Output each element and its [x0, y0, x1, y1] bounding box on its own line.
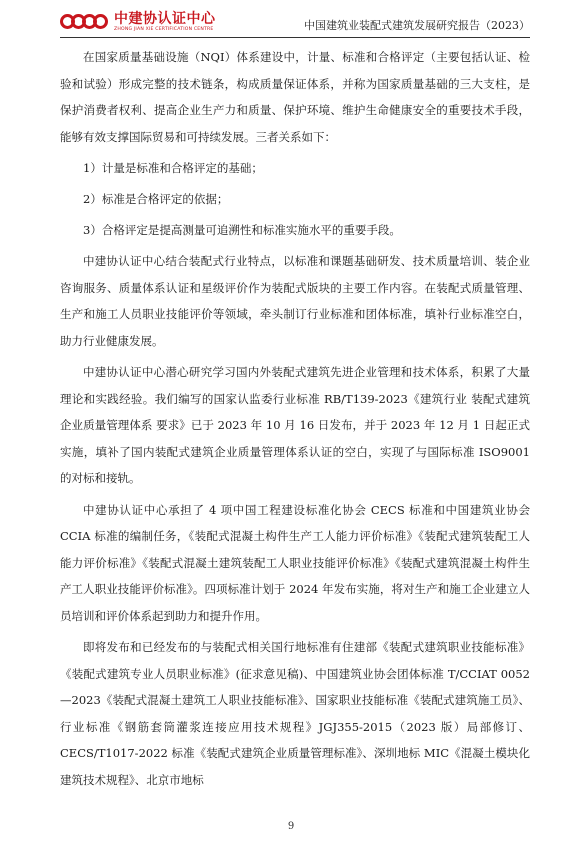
page-body: [60, 44, 530, 798]
logo-name: 中建协认证中心: [114, 10, 216, 27]
ccc-logo: [60, 8, 216, 36]
page-number: 9: [287, 821, 295, 832]
page-header: [60, 8, 530, 36]
logo-rings-icon: [60, 12, 108, 32]
logo-subtext: ZHONG JIAN XIE CERTIFICATION CENTRE: [114, 26, 214, 32]
paragraph-nqi: 在国家质量基础设施（NQI）体系建设中，计量、标准和合格评定（主要包括认证、检验和试验）形成完整的技术链条，构成质量保证体系，并称为国家质量基础的三大支柱，是保护消费者权利、提高企业生产力和质量、保护环境、维护生命健康安全的重要技术手段，能够有效支撑国际贸易和可持续发展。三者关系如下：: [60, 50, 530, 144]
paragraph-center-work: 中建协认证中心结合装配式行业特点，以标准和课题基础研发、技术质量培训、装企业咨询服务、质量体系认证和星级评价作为装配式版块的主要工作内容。在装配式质量管理、生产和施工人员职业技能评价等领域，牵头制订行业标准和团体标准，填补行业标准空白，助力行业健康发展。: [60, 254, 530, 348]
paragraph-standard-rbt139: 中建协认证中心潜心研究学习国内外装配式建筑先进企业管理和技术体系，积累了大量理论和实践经验。我们编写的国家认监委行业标准 RB/T139-2023《建筑行业 装配式建筑企业质量管理体系 要求》已于 2023 年 10 月 16 日发布，并于 2023 年 12 月 1 日起正式实施，填补了国内装配式建筑企业质量管理体系认证的空白，实现了与国际标准 ISO9001 的对标和接轨。: [60, 365, 530, 486]
list-item-3: 3）合格评定是提高测量可追溯性和标准实施水平的重要手段。: [83, 223, 401, 238]
paragraph-cecs-ccia: 中建协认证中心承担了 4 项中国工程建设标准化协会 CECS 标准和中国建筑业协会 CCIA 标准的编制任务，《装配式混凝土构件生产工人能力评价标准》《装配式建筑装配工人能力评价标准》《装配式混凝土建筑装配工人职业技能评价标准》《装配式建筑混凝土构件生产工人职业技能评价标准》。四项标准计划于 2024 年发布实施，将对生产和施工企业建立人员培训和评价体系起到助力和提升作用。: [60, 502, 530, 623]
paragraph-related-standards: 即将发布和已经发布的与装配式相关国行地标准有住建部《装配式建筑职业技能标准》《装配式建筑专业人员职业标准》(征求意见稿)、中国建筑业协会团体标准 T/CCIAT 0052—2023《装配式混凝土建筑工人职业技能标准》、国家职业技能标准《装配式建筑施工员》、行业标准《钢筋套筒灌浆连接应用技术规程》JGJ355-2015（2023 版）局部修订、CECS/T1017-2022 标准《装配式建筑企业质量管理标准》、深圳地标 MIC《混凝土模块化建筑技术规程》、北京市地标: [60, 639, 530, 787]
report-title: 中国建筑业装配式建筑发展研究报告（2023）: [304, 19, 530, 32]
list-item-1: 1）计量是标准和合格评定的基础；: [83, 160, 263, 175]
list-item-2: 2）标准是合格评定的依据；: [83, 191, 229, 206]
header-divider: [60, 37, 530, 38]
